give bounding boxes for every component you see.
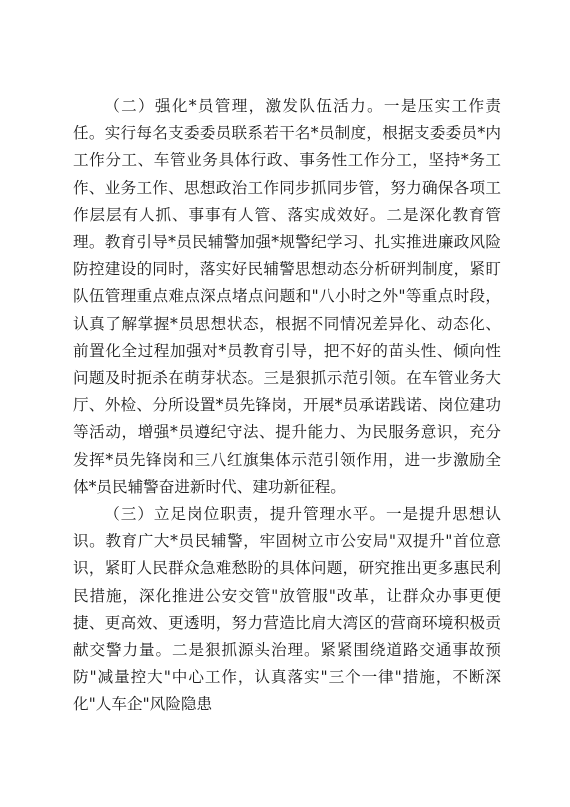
- document-body: [73, 93, 501, 719]
- paragraph-section-2: （二）强化*员管理，激发队伍活力。一是压实工作责任。实行每名支委委员联系若干名*员制度，根据支委委员*内工作分工、车管业务具体行政、事务性工作分工，坚持*务工作、业务工作、思想政治工作同步抓同步管，努力确保各项工作层层有人抓、事事有人管、落实成效好。二是深化教育管理。教育引导*员民辅警加强*规警纪学习、扎实推进廉政风险防控建设的同时，落实好民辅警思想动态分析研判制度，紧盯队伍管理重点难点深点堵点问题和"八小时之外"等重点时段，认真了解掌握*员思想状态，根据不同情况差异化、动态化、前置化全过程加强对*员教育引导，把不好的苗头性、倾向性问题及时扼杀在萌芽状态。三是狠抓示范引领。在车管业务大厅、外检、分所设置*员先锋岗，开展*员承诺践诺、岗位建功等活动，增强*员遵纪守法、提升能力、为民服务意识，充分发挥*员先锋岗和三八红旗集体示范引领作用，进一步激励全体*员民辅警奋进新时代、建功新征程。: [73, 97, 501, 496]
- paragraph-section-3: （三）立足岗位职责，提升管理水平。一是提升思想认识。教育广大*员民辅警，牢固树立市公安局"双提升"首位意识，紧盯人民群众急难愁盼的具体问题，研究推出更多惠民利民措施，深化推进公安交管"放管服"改革，让群众办事更便捷、更高效、更透明，努力营造比肩大湾区的营商环境积极贡献交警力量。二是狠抓源头治理。紧紧围绕道路交通事故预防"减量控大"中心工作，认真落实"三个一律"措施，不断深化"人车企"风险隐患: [73, 505, 501, 714]
